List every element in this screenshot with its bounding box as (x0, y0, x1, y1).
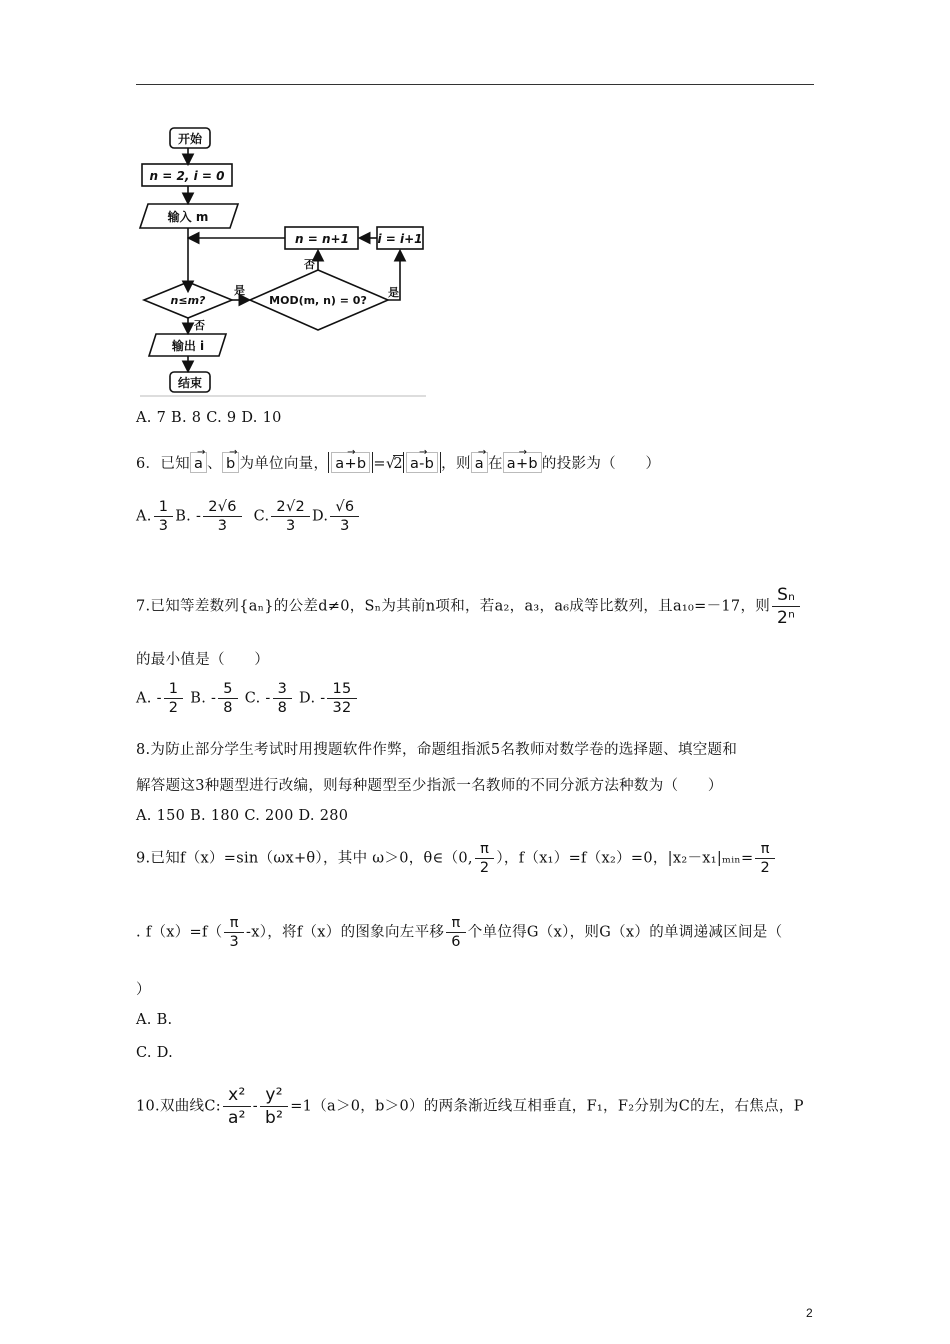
q6-optB-frac: $\frac{2√6}{3}$ (203, 498, 242, 535)
q9-line2: . f（x）=f（ $\frac{\pi}{3}$ -x），将f（x）的图象向左平移 $\frac{\pi}{6}$ 个单位得G（x），则G（x）的单调递减区间是（ (136, 915, 783, 950)
q6-optD-frac: $\frac{√6}{3}$ (330, 498, 359, 535)
q7-frac: $\frac{\text{Sₙ}}{\text{2ⁿ}}$ (772, 584, 800, 629)
q6-optC-frac: $\frac{2√2}{3}$ (271, 498, 310, 535)
input-label: 输入 m (167, 210, 209, 224)
q7-stem: 7.已知等差数列{aₙ}的公差d≠0，Sₙ为其前n项和，若a₂，a₃，a₆成等比数列，且a₁₀=－17，则 $\frac{\text{Sₙ}}{\text{2ⁿ}}$ (136, 584, 802, 629)
cond2-label: MOD(m, n) = 0? (269, 294, 367, 307)
yes2-label: 是 (388, 286, 399, 299)
q8-line1: 8.为防止部分学生考试时用搜题软件作弊，命题组指派5名教师对数学卷的选择题、填空题和 (136, 742, 738, 758)
q7-options: A. - $\frac{1}{2}$ B. - $\frac{5}{8}$ C. - $\frac{3}{8}$ D. - $\frac{15}{32}$ (136, 680, 359, 717)
q10-stem: 10.双曲线C: $\frac{\text{x²}}{\text{a²}}$ - $\frac{\text{y²}}{\text{b²}}$ =1（a＞0，b＞0）的两条渐近线互相垂直，F₁，F₂分别为C的左，右焦点，P (136, 1085, 804, 1128)
q6-vec-a: → a (190, 452, 207, 473)
q6-optA-frac: $\frac{1}{3}$ (154, 498, 174, 535)
page-number: 2 (806, 1306, 813, 1320)
q6-abs-amb: → a-b (403, 452, 441, 473)
output-label: 输出 i (171, 339, 205, 353)
q7-stem2: 的最小值是（ ） (136, 652, 270, 668)
q6-stem: 6．已知→ a 、→ b 为单位向量，→ a+b =√2→ a-b ，则→ a 在→ a+b 的投影为（ ） (136, 452, 660, 473)
q9-opt-cd: C. D. (136, 1045, 174, 1061)
q6-text1: 6．已知 (136, 456, 190, 472)
q9-close: ） (136, 982, 151, 998)
flowchart (130, 118, 430, 398)
q8-line2: 解答题这3种题型进行改编，则每种题型至少指派一名教师的不同分派方法种数为（ ） (136, 778, 723, 794)
cond1-label: n≤m? (170, 294, 206, 307)
q5-options: A. 7 B. 8 C. 9 D. 10 (136, 410, 282, 426)
q6-options: A. $\frac{1}{3}$ B. - $\frac{2√6}{3}$ C. $\frac{2√2}{3}$ D. $\frac{√6}{3}$ (136, 498, 361, 535)
q9-line1: 9.已知f（x）=sin（ωx+θ），其中 ω＞0，θ∈（0, $\frac{\pi}{2}$ ），f（x₁）=f（x₂）=0，|x₂－x₁|ₘᵢₙ= $\frac{\pi}{2}$ (136, 840, 777, 877)
header-rule (136, 84, 814, 85)
end-label: 结束 (177, 376, 203, 390)
update-n-label: n = n+1 (295, 232, 349, 246)
q9-opt-ab: A. B. (136, 1012, 173, 1028)
init-label: n = 2, i = 0 (149, 169, 225, 183)
no1-label: 否 (194, 319, 205, 332)
no2-label: 否 (304, 258, 315, 271)
q8-options: A. 150 B. 180 C. 200 D. 280 (136, 808, 349, 824)
q6-abs-apb: → a+b (328, 452, 373, 473)
start-label: 开始 (177, 132, 203, 146)
q6-vec-b: → b (222, 452, 240, 473)
yes1-label: 是 (234, 284, 245, 297)
update-i-label: i = i+1 (377, 232, 423, 246)
